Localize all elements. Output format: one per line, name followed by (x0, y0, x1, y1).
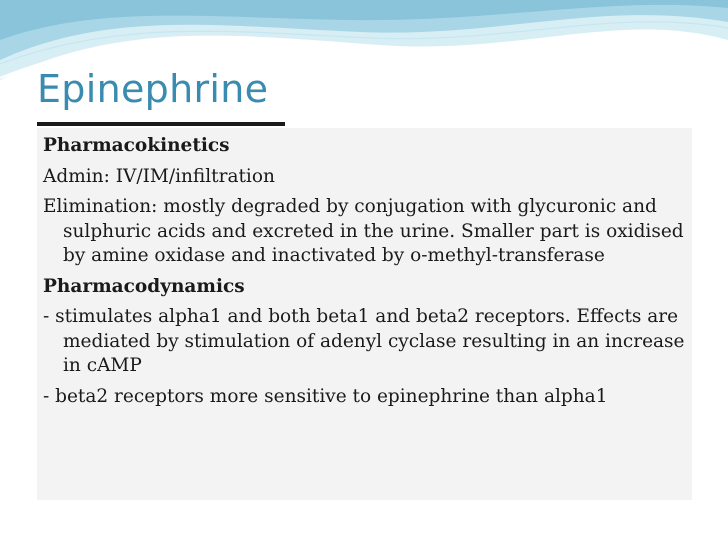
title-underline (37, 122, 285, 126)
pharmacodynamics-point-2: - beta2 receptors more sensitive to epinephrine than alpha1 (43, 385, 608, 407)
admin-text: Admin: IV/IM/infiltration (43, 165, 275, 187)
pharmacodynamics-point-1: - stimulates alpha1 and both beta1 and beta2 receptors. Effects are mediated by stimulation of adenyl cyclase resulting in an increase in cAMP (43, 306, 685, 376)
elimination-text: Elimination: mostly degraded by conjugation with glycuronic and sulphuric acids and excreted in the urine. Smaller part is oxidised by amine oxidase and inactivated by o-methyl-transferase (43, 196, 684, 266)
slide-title: Epinephrine (37, 67, 269, 111)
pharmacodynamics-heading: Pharmacodynamics (43, 275, 245, 297)
pharmacokinetics-heading: Pharmacokinetics (43, 135, 230, 156)
content-box (37, 128, 692, 500)
